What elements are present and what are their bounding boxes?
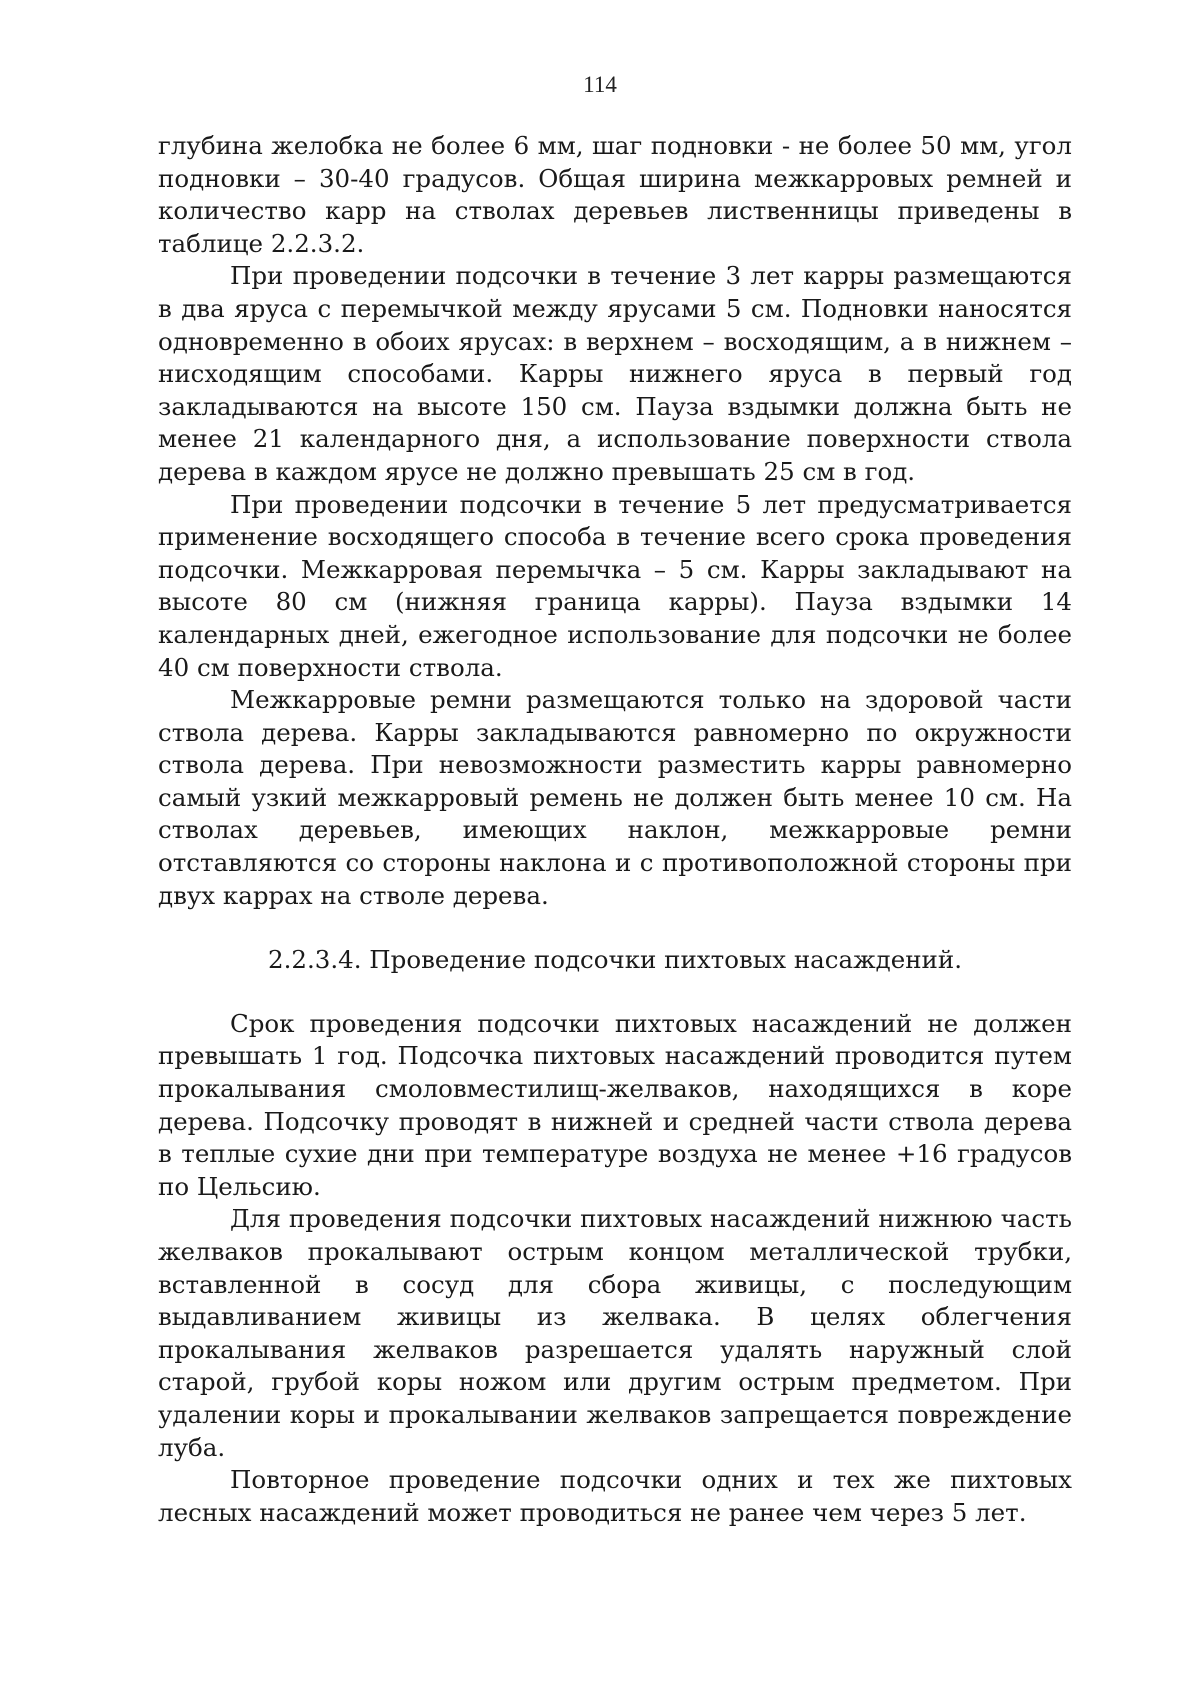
- paragraph-continuation: глубина желобка не более 6 мм, шаг подновки - не более 50 мм, угол подновки – 30-40 градусов. Общая ширина межкарровых ремней и количество карр на стволах деревьев лиственницы приведены в таблице 2.2.3.2.: [158, 131, 1072, 258]
- paragraph: Повторное проведение подсочки одних и тех же пихтовых лесных насаждений может проводиться не ранее чем через 5 лет.: [158, 1465, 1072, 1527]
- paragraph: Для проведения подсочки пихтовых насаждений нижнюю часть желваков прокалывают острым концом металлической трубки, вставленной в сосуд для сбора живицы, с последующим выдавливанием живицы из желвака. В целях облегчения прокалывания желваков разрешается удалять наружный слой старой, грубой коры ножом или другим острым предметом. При удалении коры и прокалывании желваков запрещается повреждение луба.: [158, 1204, 1072, 1462]
- page-body: [158, 130, 1072, 1529]
- paragraph: Межкарровые ремни размещаются только на здоровой части ствола дерева. Карры закладываются равномерно по окружности ствола дерева. При невозможности разместить карры равномерно самый узкий межкарровый ремень не должен быть менее 10 см. На стволах деревьев, имеющих наклон, межкарровые ремни отставляются со стороны наклона и с противоположной стороны при двух каррах на стволе дерева.: [158, 685, 1072, 910]
- page-number: 114: [583, 72, 617, 97]
- section-heading: 2.2.3.4. Проведение подсочки пихтовых насаждений.: [267, 945, 962, 975]
- paragraph: Срок проведения подсочки пихтовых насаждений не должен превышать 1 год. Подсочка пихтовых насаждений проводится путем прокалывания смоловместилищ-желваков, находящихся в коре дерева. Подсочку проводят в нижней и средней части ствола дерева в теплые сухие дни при температуре воздуха не менее +16 градусов по Цельсию.: [158, 1008, 1072, 1201]
- paragraph: При проведении подсочки в течение 3 лет карры размещаются в два яруса с перемычкой между ярусами 5 см. Подновки наносятся одновременно в обоих ярусах: в верхнем – восходящим, а в нижнем – нисходящим способами. Карры нижнего яруса в первый год закладываются на высоте 150 см. Пауза вздымки должна быть не менее 21 календарного дня, а использование поверхности ствола дерева в каждом ярусе не должно превышать 25 см в год.: [158, 261, 1072, 486]
- paragraph: При проведении подсочки в течение 5 лет предусматривается применение восходящего способа в течение всего срока проведения подсочки. Межкарровая перемычка – 5 см. Карры закладывают на высоте 80 см (нижняя граница карры). Пауза вздымки 14 календарных дней, ежегодное использование для подсочки не более 40 см поверхности ствола.: [158, 489, 1072, 682]
